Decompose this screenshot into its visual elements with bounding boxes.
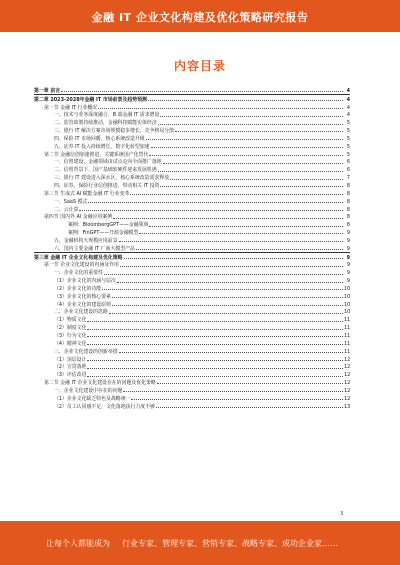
toc-leader-dots xyxy=(112,305,343,306)
toc-entry-page: 10 xyxy=(344,293,350,300)
toc-entry-page: 8 xyxy=(346,206,350,213)
toc-entry-label: （4）企业文化的建设原则 xyxy=(54,301,111,308)
toc-leader-dots xyxy=(102,289,343,290)
toc-entry-page: 8 xyxy=(346,214,350,221)
toc-entry-label: 第一章 前言 xyxy=(34,87,61,94)
toc-entry[interactable] xyxy=(34,394,350,402)
toc-leader-dots xyxy=(175,131,343,132)
toc-entry-page: 5 xyxy=(346,120,350,127)
toc-entry-page: 13 xyxy=(344,403,350,410)
toc-entry-label: 一、SaaS 模式 xyxy=(54,198,88,205)
toc-entry-label: 三、银行 IT 建设进入深水区，核心系统改造需求释放 xyxy=(54,175,170,182)
toc-entry-page: 11 xyxy=(344,340,350,347)
toc-entry[interactable] xyxy=(34,244,350,252)
toc-leader-dots xyxy=(87,344,343,345)
toc-leader-dots xyxy=(123,391,343,392)
toc-entry[interactable] xyxy=(34,402,350,410)
toc-entry-page: 12 xyxy=(344,356,350,363)
toc-entry-page: 10 xyxy=(344,285,350,292)
toc-entry-page: 11 xyxy=(344,325,350,332)
toc-entry[interactable] xyxy=(34,103,350,111)
toc-entry-page: 10 xyxy=(344,309,350,316)
toc-entry-label: （4）精神文化 xyxy=(54,340,87,347)
toc-entry[interactable] xyxy=(34,173,350,181)
toc-leader-dots xyxy=(112,297,343,298)
toc-entry-page: 4 xyxy=(346,112,350,119)
toc-entry-label: （2）员工认同感不足，文化落地执行力度不够 xyxy=(54,403,155,410)
toc-entry-page: 9 xyxy=(346,245,350,252)
toc-leader-dots xyxy=(146,139,343,140)
toc-entry-page: 8 xyxy=(346,190,350,197)
toc-leader-dots xyxy=(79,210,343,211)
toc-entry-label: （1）物质文化 xyxy=(54,317,87,324)
toc-leader-dots xyxy=(87,376,343,377)
toc-leader-dots xyxy=(158,171,343,172)
toc-entry-label: 案例：BloombergGPT——金融领域 xyxy=(68,222,149,229)
toc-entry[interactable] xyxy=(34,205,350,213)
toc-leader-dots xyxy=(87,329,343,330)
toc-entry-page: 6 xyxy=(346,167,350,174)
header-bar xyxy=(0,0,400,32)
toc-entry-page: 9 xyxy=(346,230,350,237)
toc-entry[interactable] xyxy=(34,189,350,197)
toc-entry-page: 5 xyxy=(346,143,350,150)
toc-entry[interactable] xyxy=(34,323,350,331)
toc-entry-label: 第三章 金融 IT 企业文化构建及优化策略 xyxy=(34,254,123,261)
toc-entry[interactable] xyxy=(34,126,350,134)
toc-entry[interactable] xyxy=(34,228,350,236)
toc-entry-label: 一、企业文化的重要性 xyxy=(54,270,103,277)
toc-entry-label: （2）企业文化的功能 xyxy=(54,285,102,292)
toc-entry-page: 9 xyxy=(346,237,350,244)
toc-entry[interactable] xyxy=(34,292,350,300)
toc-entry[interactable] xyxy=(34,252,350,261)
toc-entry-page: 9 xyxy=(346,254,350,261)
toc-entry[interactable] xyxy=(34,181,350,189)
toc-entry[interactable] xyxy=(34,150,350,158)
toc-entry-label: 一、企业文化建设中存在的问题 xyxy=(54,387,123,394)
toc-entry[interactable] xyxy=(34,339,350,347)
toc-entry[interactable] xyxy=(34,220,350,228)
toc-entry-page: 11 xyxy=(344,317,350,324)
toc-leader-dots xyxy=(98,108,343,109)
toc-entry-page: 12 xyxy=(344,380,350,387)
toc-leader-dots xyxy=(119,352,343,353)
toc-entry-page: 8 xyxy=(346,222,350,229)
toc-entry-page: 12 xyxy=(344,372,350,379)
toc-leader-dots xyxy=(104,274,343,275)
toc-entry-page: 5 xyxy=(346,151,350,158)
toc-leader-dots xyxy=(148,100,343,101)
toc-entry[interactable] xyxy=(34,315,350,323)
toc-entry-label: 三、企业文化建设的创新举措 xyxy=(54,348,118,355)
toc-entry-page: 5 xyxy=(346,135,350,142)
toc-entry[interactable] xyxy=(34,118,350,126)
toc-entry-page: 9 xyxy=(346,262,350,269)
toc-entry-label: 二、监管政策持续推动，金融科技赋能实体经济 xyxy=(54,120,157,127)
toc-entry[interactable] xyxy=(34,134,350,142)
report-title: 金融 IT 企业文化构建及优化策略研究报告 xyxy=(91,11,309,24)
toc-entry[interactable] xyxy=(34,213,350,221)
toc-leader-dots xyxy=(119,241,343,242)
toc-leader-dots xyxy=(139,233,343,234)
toc-entry[interactable] xyxy=(34,197,350,205)
toc-entry[interactable] xyxy=(34,94,350,103)
toc-entry[interactable] xyxy=(34,86,350,94)
toc-entry-page: 12 xyxy=(344,395,350,402)
toc-entry-label: 案例：FinGPT——开源金融模型 xyxy=(68,230,139,237)
toc-entry[interactable] xyxy=(34,284,350,292)
toc-entry[interactable] xyxy=(34,331,350,339)
toc-entry-label: （3）企业文化的核心要素 xyxy=(54,293,111,300)
toc-entry-label: （1）企业文化缺乏特色及战略统一 xyxy=(54,395,131,402)
footer-roles: 行业专家、管理专家、营销专家、战略专家、成功企业家…… xyxy=(122,539,338,548)
toc-leader-dots xyxy=(149,155,343,156)
toc-entry-label: 第一节 企业文化建设的内涵及作用 xyxy=(44,262,119,269)
toc-entry-label: 第四节 国内外 AI 金融应用案例 xyxy=(44,214,113,221)
toc-leader-dots xyxy=(163,163,343,164)
toc-leader-dots xyxy=(170,179,343,180)
toc-entry-label: 五、金融机构大规模应用前景 xyxy=(54,237,118,244)
toc-entry[interactable] xyxy=(34,111,350,119)
toc-entry-page: 11 xyxy=(344,333,350,339)
table-of-contents xyxy=(34,86,350,410)
toc-leader-dots xyxy=(149,226,343,227)
toc-entry[interactable] xyxy=(34,370,350,378)
toc-leader-dots xyxy=(109,313,343,314)
toc-entry-page: 9 xyxy=(346,278,350,285)
toc-entry-label: 一、技术与业务深度融合，B 端金融 IT 需求增量 xyxy=(54,112,160,119)
toc-entry-label: （2）制度文化 xyxy=(54,325,87,332)
toc-entry[interactable] xyxy=(34,158,350,166)
toc-entry-label: 二、信创背景下，国产基础软硬件迎来发展机遇 xyxy=(54,167,157,174)
toc-leader-dots xyxy=(130,194,343,195)
toc-entry-label: 第二节 金融信创加速推进，关键系统国产化替代 xyxy=(44,151,149,158)
toc-leader-dots xyxy=(151,147,343,148)
toc-entry-page: 9 xyxy=(346,270,350,277)
toc-entry-label: （3）行为文化 xyxy=(54,333,87,339)
toc-entry[interactable] xyxy=(34,268,350,276)
toc-entry-page: 8 xyxy=(346,182,350,189)
toc-entry-label: （1）顶层设计 xyxy=(54,356,87,363)
toc-entry-page: 5 xyxy=(346,128,350,135)
toc-entry[interactable] xyxy=(34,300,350,308)
toc-entry-label: （1）企业文化的内涵与层次 xyxy=(54,278,116,285)
toc-entry-page: 7 xyxy=(346,175,350,182)
toc-entry-page: 8 xyxy=(346,198,350,205)
toc-entry-page: 10 xyxy=(344,301,350,308)
toc-leader-dots xyxy=(131,399,343,400)
toc-entry-label: 六、国内主要金融 IT 厂商大模型产品 xyxy=(54,245,135,252)
toc-entry[interactable] xyxy=(34,276,350,284)
toc-leader-dots xyxy=(136,249,343,250)
toc-entry[interactable] xyxy=(34,165,350,173)
page-number: 3 xyxy=(340,511,344,517)
toc-leader-dots xyxy=(88,202,343,203)
toc-entry-label: 五、证券 IT 投入持续增长，数字化转型加速 xyxy=(54,143,150,150)
toc-entry[interactable] xyxy=(34,378,350,386)
footer-bar xyxy=(0,521,400,565)
toc-entry-label: 第二章 2023-2028年金融 IT 市场前景及趋势预测 xyxy=(34,96,147,103)
toc-leader-dots xyxy=(156,407,343,408)
toc-entry[interactable] xyxy=(34,355,350,363)
toc-entry-label: 二、企业文化建设的思路 xyxy=(54,309,108,316)
toc-entry[interactable] xyxy=(34,236,350,244)
toc-entry-label: 二、云计算 xyxy=(54,206,79,213)
toc-leader-dots xyxy=(160,116,343,117)
toc-leader-dots xyxy=(87,368,343,369)
toc-entry[interactable] xyxy=(34,363,350,371)
toc-leader-dots xyxy=(113,218,343,219)
toc-leader-dots xyxy=(117,282,343,283)
toc-entry-label: 四、证券、保险行业信创推进，带动相关 IT 投资 xyxy=(54,182,160,189)
toc-leader-dots xyxy=(87,360,343,361)
toc-leader-dots xyxy=(158,124,343,125)
toc-entry-page: 11 xyxy=(344,348,350,355)
toc-leader-dots xyxy=(61,91,343,92)
toc-entry-label: 第二节 金融 IT 企业文化建设存在的问题及优化策略 xyxy=(44,380,156,387)
toc-entry-label: （2）宣贯落地 xyxy=(54,364,87,371)
toc-entry-label: 四、保险 IT 市场回暖，核心系统改造升级 xyxy=(54,135,145,142)
toc-entry-page: 12 xyxy=(344,387,350,394)
toc-entry-label: 第一节 金融 IT 行业概况 xyxy=(44,104,98,111)
toc-entry[interactable] xyxy=(34,347,350,355)
toc-entry-page: 4 xyxy=(346,104,350,111)
toc-entry-label: 一、信创建设，金融领域由试点走向全面推广落地 xyxy=(54,159,162,166)
toc-entry[interactable] xyxy=(34,308,350,316)
toc-entry-label: 第三节 生成式 AI 赋能金融 IT 行业变革 xyxy=(44,190,130,197)
toc-leader-dots xyxy=(87,321,343,322)
toc-entry-label: （3）评估改进 xyxy=(54,372,87,379)
toc-heading: 内容目录 xyxy=(173,59,226,73)
toc-entry-label: 三、银行 IT 解决方案市场规模稳步增长，竞争格局分散 xyxy=(54,128,175,135)
toc-entry[interactable] xyxy=(34,261,350,269)
toc-leader-dots xyxy=(87,336,343,337)
toc-leader-dots xyxy=(124,258,343,259)
toc-leader-dots xyxy=(157,383,343,384)
toc-leader-dots xyxy=(160,186,343,187)
toc-entry-page: 4 xyxy=(346,96,350,103)
footer-slogan-line xyxy=(46,538,338,549)
toc-entry-page: 6 xyxy=(346,159,350,166)
toc-entry-page: 12 xyxy=(344,364,350,371)
toc-entry[interactable] xyxy=(34,386,350,394)
toc-leader-dots xyxy=(120,266,343,267)
toc-entry[interactable] xyxy=(34,142,350,150)
toc-entry-page: 4 xyxy=(346,87,350,94)
footer-slogan: 让每个人都能成为 xyxy=(46,539,110,548)
